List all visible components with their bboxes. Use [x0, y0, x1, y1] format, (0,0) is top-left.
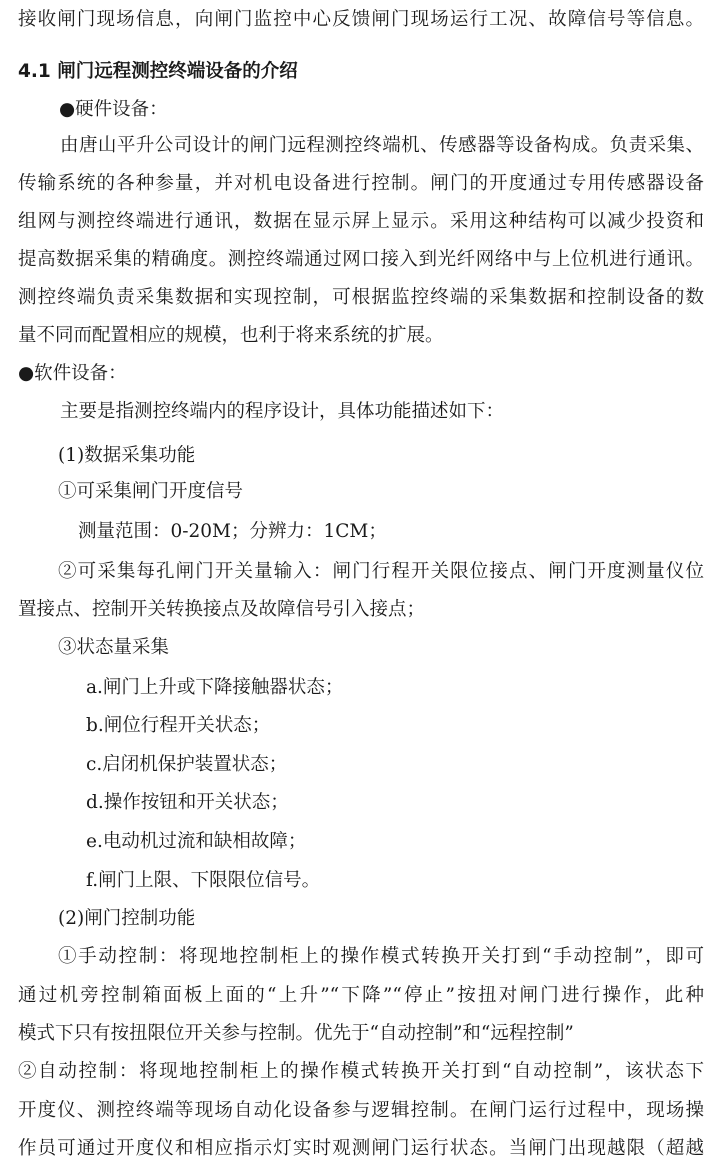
list-item: e.电动机过流和缺相故障；: [86, 831, 307, 852]
text-line: 测量范围：0-20M；分辨力：1CM；: [78, 521, 387, 542]
list-item: a.闸门上升或下降接触器状态；: [86, 677, 344, 698]
text-line: 测控终端负责采集数据和实现控制，可根据监控终端的采集数据和控制设备的数: [18, 287, 704, 308]
list-item: ②可采集每孔闸门开关量输入：闸门行程开关限位接点、闸门开度测量仪位: [58, 561, 704, 582]
text-line: 提高数据采集的精确度。测控终端通过网口接入到光纤网络中与上位机进行通讯。: [18, 249, 704, 270]
text-line: 量不同而配置相应的规模，也利于将来系统的扩展。: [18, 325, 444, 346]
text-line: 传输系统的各种参量，并对机电设备进行控制。闸门的开度通过专用传感器设备: [18, 173, 704, 194]
text-line: 开度仪、测控终端等现场自动化设备参与逻辑控制。在闸门运行过程中，现场操: [18, 1100, 704, 1121]
text-line: 主要是指测控终端内的程序设计，具体功能描述如下：: [60, 401, 505, 422]
text-line: 模式下只有按扭限位开关参与控制。优先于“自动控制”和“远程控制”: [18, 1023, 574, 1044]
list-item: d.操作按钮和开关状态；: [86, 792, 289, 813]
list-item: ②自动控制：将现地控制柜上的操作模式转换开关打到“自动控制”，该状态下: [18, 1061, 704, 1082]
list-item: c.启闭机保护装置状态；: [86, 754, 288, 775]
list-item: ①可采集闸门开度信号: [58, 481, 244, 502]
list-item: ③状态量采集: [58, 637, 170, 658]
subheading-hardware: ●硬件设备：: [59, 99, 168, 120]
list-item: ①手动控制：将现地控制柜上的操作模式转换开关打到“手动控制”，即可: [58, 946, 704, 967]
list-heading: (1)数据采集功能: [58, 445, 196, 466]
list-item: f.闸门上限、下限限位信号。: [86, 870, 321, 891]
text-line: 接收闸门现场信息，向闸门监控中心反馈闸门现场运行工况、故障信号等信息。: [18, 9, 704, 30]
text-line: 组网与测控终端进行通讯，数据在显示屏上显示。采用这种结构可以减少投资和: [18, 211, 704, 232]
subheading-software: ●软件设备：: [18, 363, 127, 384]
text-line: 置接点、控制开关转换接点及故障信号引入接点；: [18, 599, 426, 620]
text-line: 通过机旁控制箱面板上面的“上升”“下降”“停止”按扭对闸门进行操作，此种: [18, 985, 704, 1006]
text-line: 由唐山平升公司设计的闸门远程测控终端机、传感器等设备构成。负责采集、: [60, 135, 704, 156]
section-heading: 4.1 闸门远程测控终端设备的介绍: [18, 61, 298, 82]
text-line: 作员可通过开度仪和相应指示灯实时观测闸门运行状态。当闸门出现越限（超越: [18, 1138, 704, 1159]
list-heading: (2)闸门控制功能: [58, 908, 196, 929]
list-item: b.闸位行程开关状态；: [86, 715, 271, 736]
